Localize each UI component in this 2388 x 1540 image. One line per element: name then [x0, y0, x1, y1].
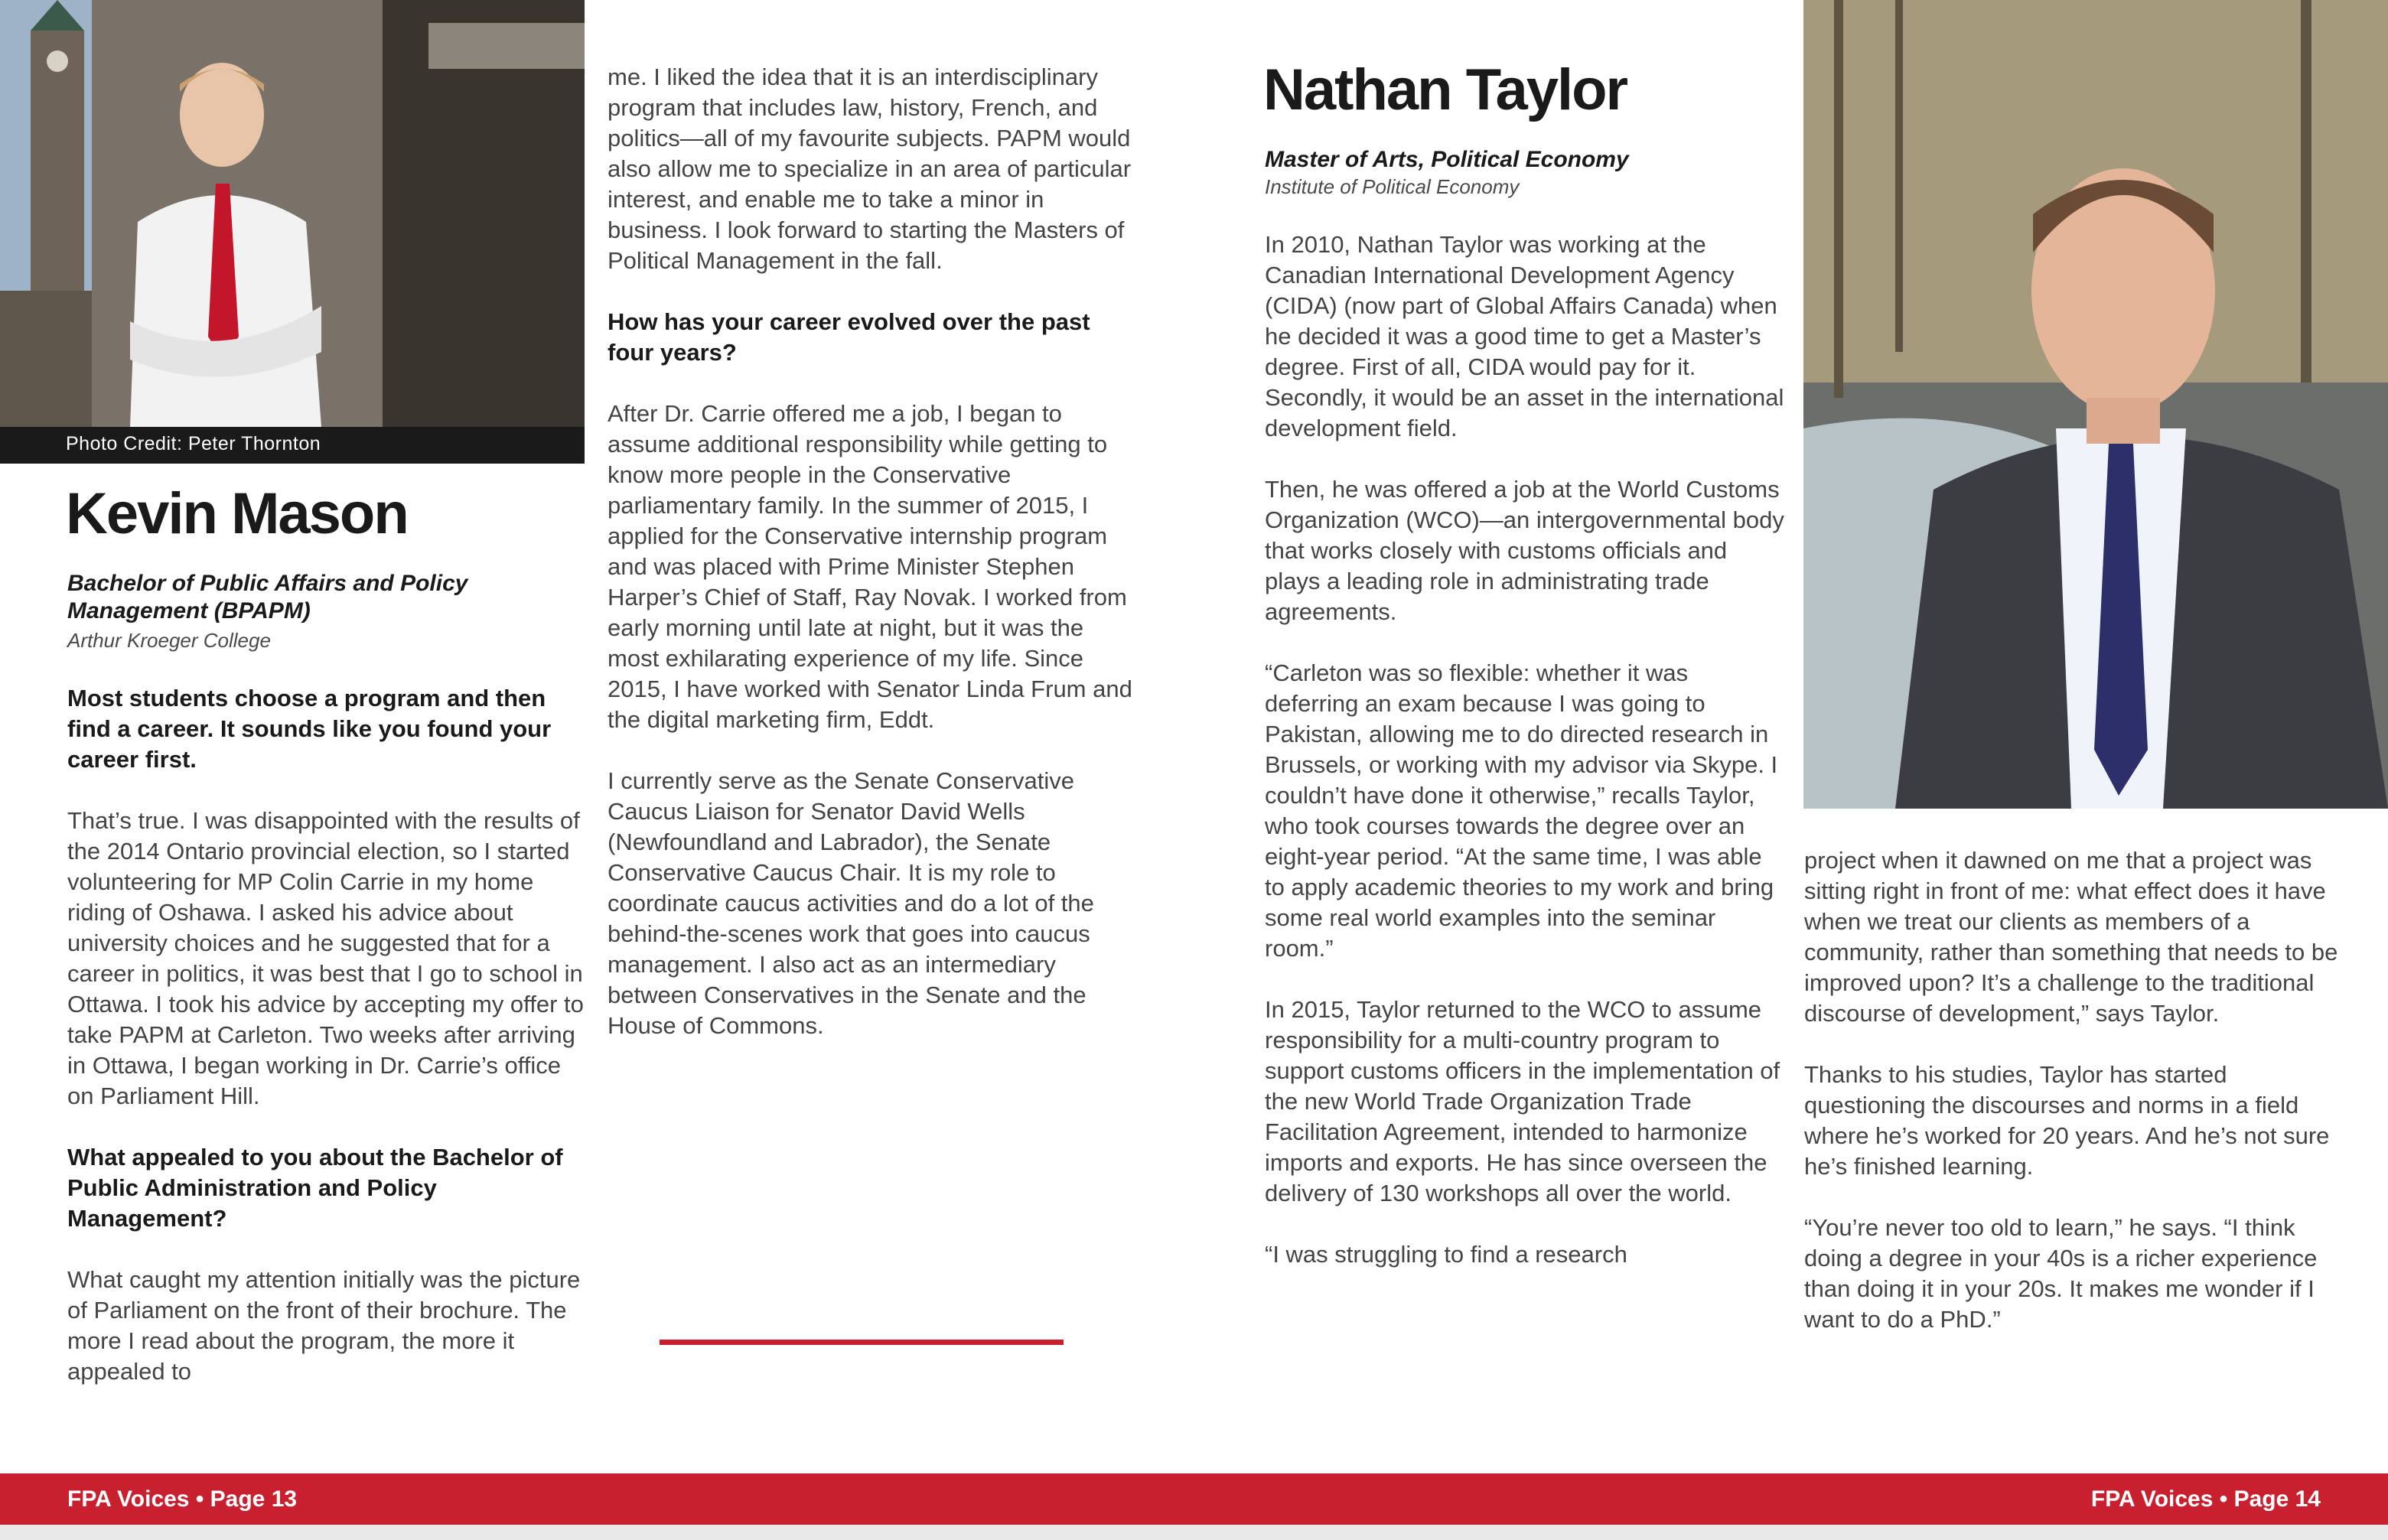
kevin-mason-photo	[0, 0, 585, 427]
nathan-paragraph-3: “Carleton was so flexible: whether it was deferring an exam because I was going to Pakistan, allowing me to do directed research in Brussels, or working with my advisor via Skype. I couldn’t have done it otherwise,” recalls Taylor, who took courses towards the degree over an eight-year period. “At the same time, I was able to apply academic theories to my work and bring some real world examples into the seminar room.”	[1265, 659, 1778, 962]
nathan-paragraph-1: In 2010, Nathan Taylor was working at the Canadian International Development Agency (CIDA) (now part of Global Affairs Canada) when he decided it was a good time to get a Master’s degree. First of all, CIDA would pay for it. Secondly, it would be an asset in the international development field.	[1265, 231, 1784, 441]
answer-2: What caught my attention initially was the picture of Parliament on the front of their brochure. The more I read about the program, the more it appealed to	[67, 1266, 581, 1385]
question-3: How has your career evolved over the past four years?	[608, 308, 1090, 366]
kevin-degree-line1: Bachelor of Public Affairs and Policy	[67, 571, 468, 596]
kevin-column-2	[608, 62, 1140, 1072]
question-2: What appealed to you about the Bachelor of Public Administration and Policy Management?	[67, 1144, 563, 1232]
nathan-paragraph-2: Then, he was offered a job at the World Customs Organization (WCO)—an intergovernmental body that works closely with customs officials and plays a leading role in administrating trade agreements.	[1265, 476, 1784, 625]
nathan-paragraph-7: “You’re never too old to learn,” he says. “I think doing a degree in your 40s is a richer experience than doing it in your 20s. It makes me wonder if I want to do a PhD.”	[1804, 1214, 2318, 1333]
kevin-photo-illustration	[0, 0, 585, 427]
kevin-degree-line2: Management (BPAPM)	[67, 598, 311, 623]
nathan-paragraph-5-continued: project when it dawned on me that a project was sitting right in front of me: what effect does it have when we treat our clients as members of a community, rather than something that needs to be improved upon? It’s a challenge to the traditional discourse of development,” says Taylor.	[1804, 847, 2338, 1027]
nathan-paragraph-5: “I was struggling to find a research	[1265, 1241, 1627, 1268]
nathan-photo-illustration	[1803, 0, 2388, 809]
nathan-school: Institute of Political Economy	[1265, 175, 1520, 198]
footer-page-14: FPA Voices • Page 14	[2090, 1486, 2321, 1512]
photo-credit: Photo Credit: Peter Thornton	[66, 433, 321, 454]
footer-page-13: FPA Voices • Page 13	[67, 1486, 298, 1512]
nathan-paragraph-4: In 2015, Taylor returned to the WCO to assume responsibility for a multi-country program to support customs officers in the implementation of the new World Trade Organization Trade Facilitation Agreement, intended to harmonize imports and exports. He has since overseen the delivery of 130 workshops all over the world.	[1265, 996, 1780, 1206]
answer-4: I currently serve as the Senate Conservative Caucus Liaison for Senator David Wells (Newfoundland and Labrador), the Senate Conservative Caucus Chair. It is my role to coordinate caucus activities and do a lot of the behind-the-scenes work that goes into caucus management. I also act as an intermediary between Conservatives in the Senate and the House of Commons.	[608, 767, 1094, 1039]
nathan-column-2	[1804, 845, 2340, 1366]
question-1: Most students choose a program and then find a career. It sounds like you found your career first.	[67, 685, 552, 773]
nathan-column-1	[1265, 230, 1785, 1301]
nathan-taylor-name: Nathan Taylor	[1263, 57, 1627, 122]
nathan-taylor-photo	[1803, 0, 2388, 809]
kevin-column-1	[67, 683, 585, 1418]
footer-gutter	[0, 1525, 2388, 1540]
answer-1: That’s true. I was disappointed with the results of the 2014 Ontario provincial election, so I started volunteering for MP Colin Carrie in my home riding of Oshawa. I asked his advice about university choices and he suggested that for a career in politics, it was best that I go to school in Ottawa. I took his advice by accepting my offer to take PAPM at Carleton. Two weeks after arriving in Ottawa, I began working in Dr. Carrie’s office on Parliament Hill.	[67, 807, 584, 1109]
kevin-mason-name: Kevin Mason	[66, 481, 408, 546]
kevin-school: Arthur Kroeger College	[67, 629, 271, 652]
answer-2-continued: me. I liked the idea that it is an interdisciplinary program that includes law, history, French, and politics—all of my favourite subjects. PAPM would also allow me to specialize in an area of particular interest, and enable me to take a minor in business. I look forward to starting the Masters of Political Management in the fall.	[608, 63, 1132, 274]
section-divider	[660, 1340, 1064, 1345]
nathan-paragraph-6: Thanks to his studies, Taylor has started questioning the discourses and norms in a field where he’s worked for 20 years. And he’s not sure he’s finished learning.	[1804, 1061, 2330, 1180]
answer-3: After Dr. Carrie offered me a job, I began to assume additional responsibility while getting to know more people in the Conservative parliamentary family. In the summer of 2015, I applied for the Conservative internship program and was placed with Prime Minister Stephen Harper’s Chief of Staff, Ray Novak. I worked from early morning until late at night, but it was the most exhilarating experience of my life. Since 2015, I have worked with Senator Linda Frum and the digital marketing firm, Eddt.	[608, 400, 1132, 733]
nathan-degree: Master of Arts, Political Economy	[1265, 147, 1629, 172]
footer-bar	[0, 1473, 2388, 1525]
